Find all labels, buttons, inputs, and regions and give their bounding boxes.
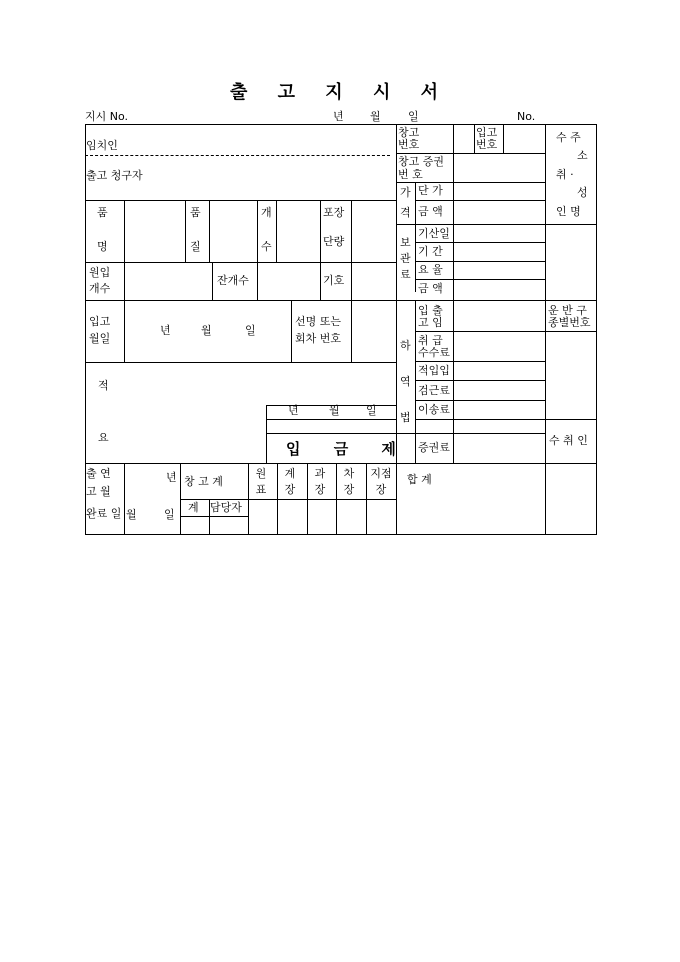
receipt-day: 일 [366,404,377,417]
remarks-label-2: 요 [98,431,109,444]
cert-fee-label: 증권료 [418,441,450,454]
item-quality-label-2: 질 [190,240,201,253]
section-label: 계 [188,501,199,514]
release-month: 월 [126,508,137,521]
header-month: 월 [370,110,381,123]
storage-group-label-2: 관 [400,252,411,265]
packing-label: 포장 [323,206,345,219]
in-out-label-2: 고 임 [418,316,443,329]
instruction-no-label: 지시 No. [85,110,129,123]
storage-group-label-3: 료 [400,268,411,281]
header-day: 일 [408,110,419,123]
period-label: 기 간 [418,245,443,258]
payment-done-label: 입 금 제 [286,440,410,458]
price-group-label-1: 가 [400,186,411,199]
unit-weight-label: 단량 [323,235,345,248]
rate-label: 요 율 [418,263,443,276]
receiver-label: 수 취 인 [549,434,588,447]
handling-group-label-3: 법 [400,411,411,424]
approval-original: 원 표 [255,467,267,496]
inbound-month: 월 [201,324,212,337]
inbound-no-label-1: 입고 [476,126,498,139]
address-name-label-3: 취 · [556,168,574,181]
ship-name-label-1: 선명 또는 [295,315,342,328]
inspection-fee-label: 검근료 [418,384,450,397]
approval-section-head: 과 장 [314,467,326,496]
transport-method-label-2: 종별번호 [548,316,591,329]
address-name-label-5: 인 명 [556,205,581,218]
handling-fee-label-1: 취 급 [418,334,443,347]
inbound-day: 일 [245,324,256,337]
cert-no-label-1: 창고 증권 [398,155,445,168]
depositor-label: 임치인 [86,139,118,152]
handling-fee-label-2: 수수료 [418,346,450,359]
item-quality-label-1: 품 [190,206,201,219]
remarks-label-1: 적 [98,379,109,392]
quantity-label-1: 개 [261,206,272,219]
cert-no-label-2: 번 호 [398,168,423,181]
warehouse-label: 창 고 계 [184,475,223,488]
inbound-date-label-2: 월일 [89,332,111,345]
release-done-label-2: 고 월 [86,485,111,498]
release-done-label-1: 출 연 [86,467,111,480]
price-group-label-2: 격 [400,206,411,219]
transport-method-label-1: 운 반 구 [548,304,587,317]
address-name-label-2: 소 [577,149,588,162]
item-name-label-1: 품 [97,206,108,219]
handling-group-label-2: 역 [400,375,411,388]
handling-group-label-1: 하 [400,339,411,352]
release-year: 년 [166,471,177,484]
symbol-label: 기호 [323,274,345,287]
receipt-month: 월 [329,404,340,417]
person-in-charge-label: 담당자 [210,501,242,514]
address-name-label-4: 성 [577,186,588,199]
inbound-no-label-2: 번호 [476,138,498,151]
header-no-label: No. [517,110,536,123]
approval-chief: 계 장 [284,467,296,496]
release-day: 일 [164,508,175,521]
ship-name-label-2: 회차 번호 [295,332,342,345]
inbound-year: 년 [160,324,171,337]
transfer-fee-label: 이송료 [418,403,450,416]
item-name-label-2: 명 [97,240,108,253]
in-out-label-1: 입 출 [418,304,443,317]
amount-label: 금 액 [418,205,443,218]
calc-date-label: 기산일 [418,227,450,240]
loading-fee-label: 적입입 [418,364,450,377]
approval-branch-head: 지점 장 [370,467,392,496]
storage-amount-label: 금 액 [418,282,443,295]
warehouse-no-label-2: 번호 [398,138,420,151]
header-year: 년 [333,110,344,123]
release-done-label-3: 완료 일 [86,507,122,520]
address-name-label-1: 수 주 [556,131,581,144]
remaining-qty-label: 잔개수 [217,274,249,287]
quantity-label-2: 수 [261,240,272,253]
original-qty-label-2: 개수 [89,282,111,295]
requester-label: 출고 청구자 [86,169,143,182]
approval-deputy: 차 장 [343,467,355,496]
warehouse-no-label-1: 창고 [398,126,420,139]
total-label: 합 계 [407,473,432,486]
unit-price-label: 단 가 [418,184,443,197]
storage-group-label-1: 보 [400,236,411,249]
receipt-year: 년 [288,404,299,417]
original-qty-label-1: 원입 [89,266,111,279]
page-title: 출 고 지 시 서 [229,82,450,103]
inbound-date-label-1: 입고 [89,315,111,328]
